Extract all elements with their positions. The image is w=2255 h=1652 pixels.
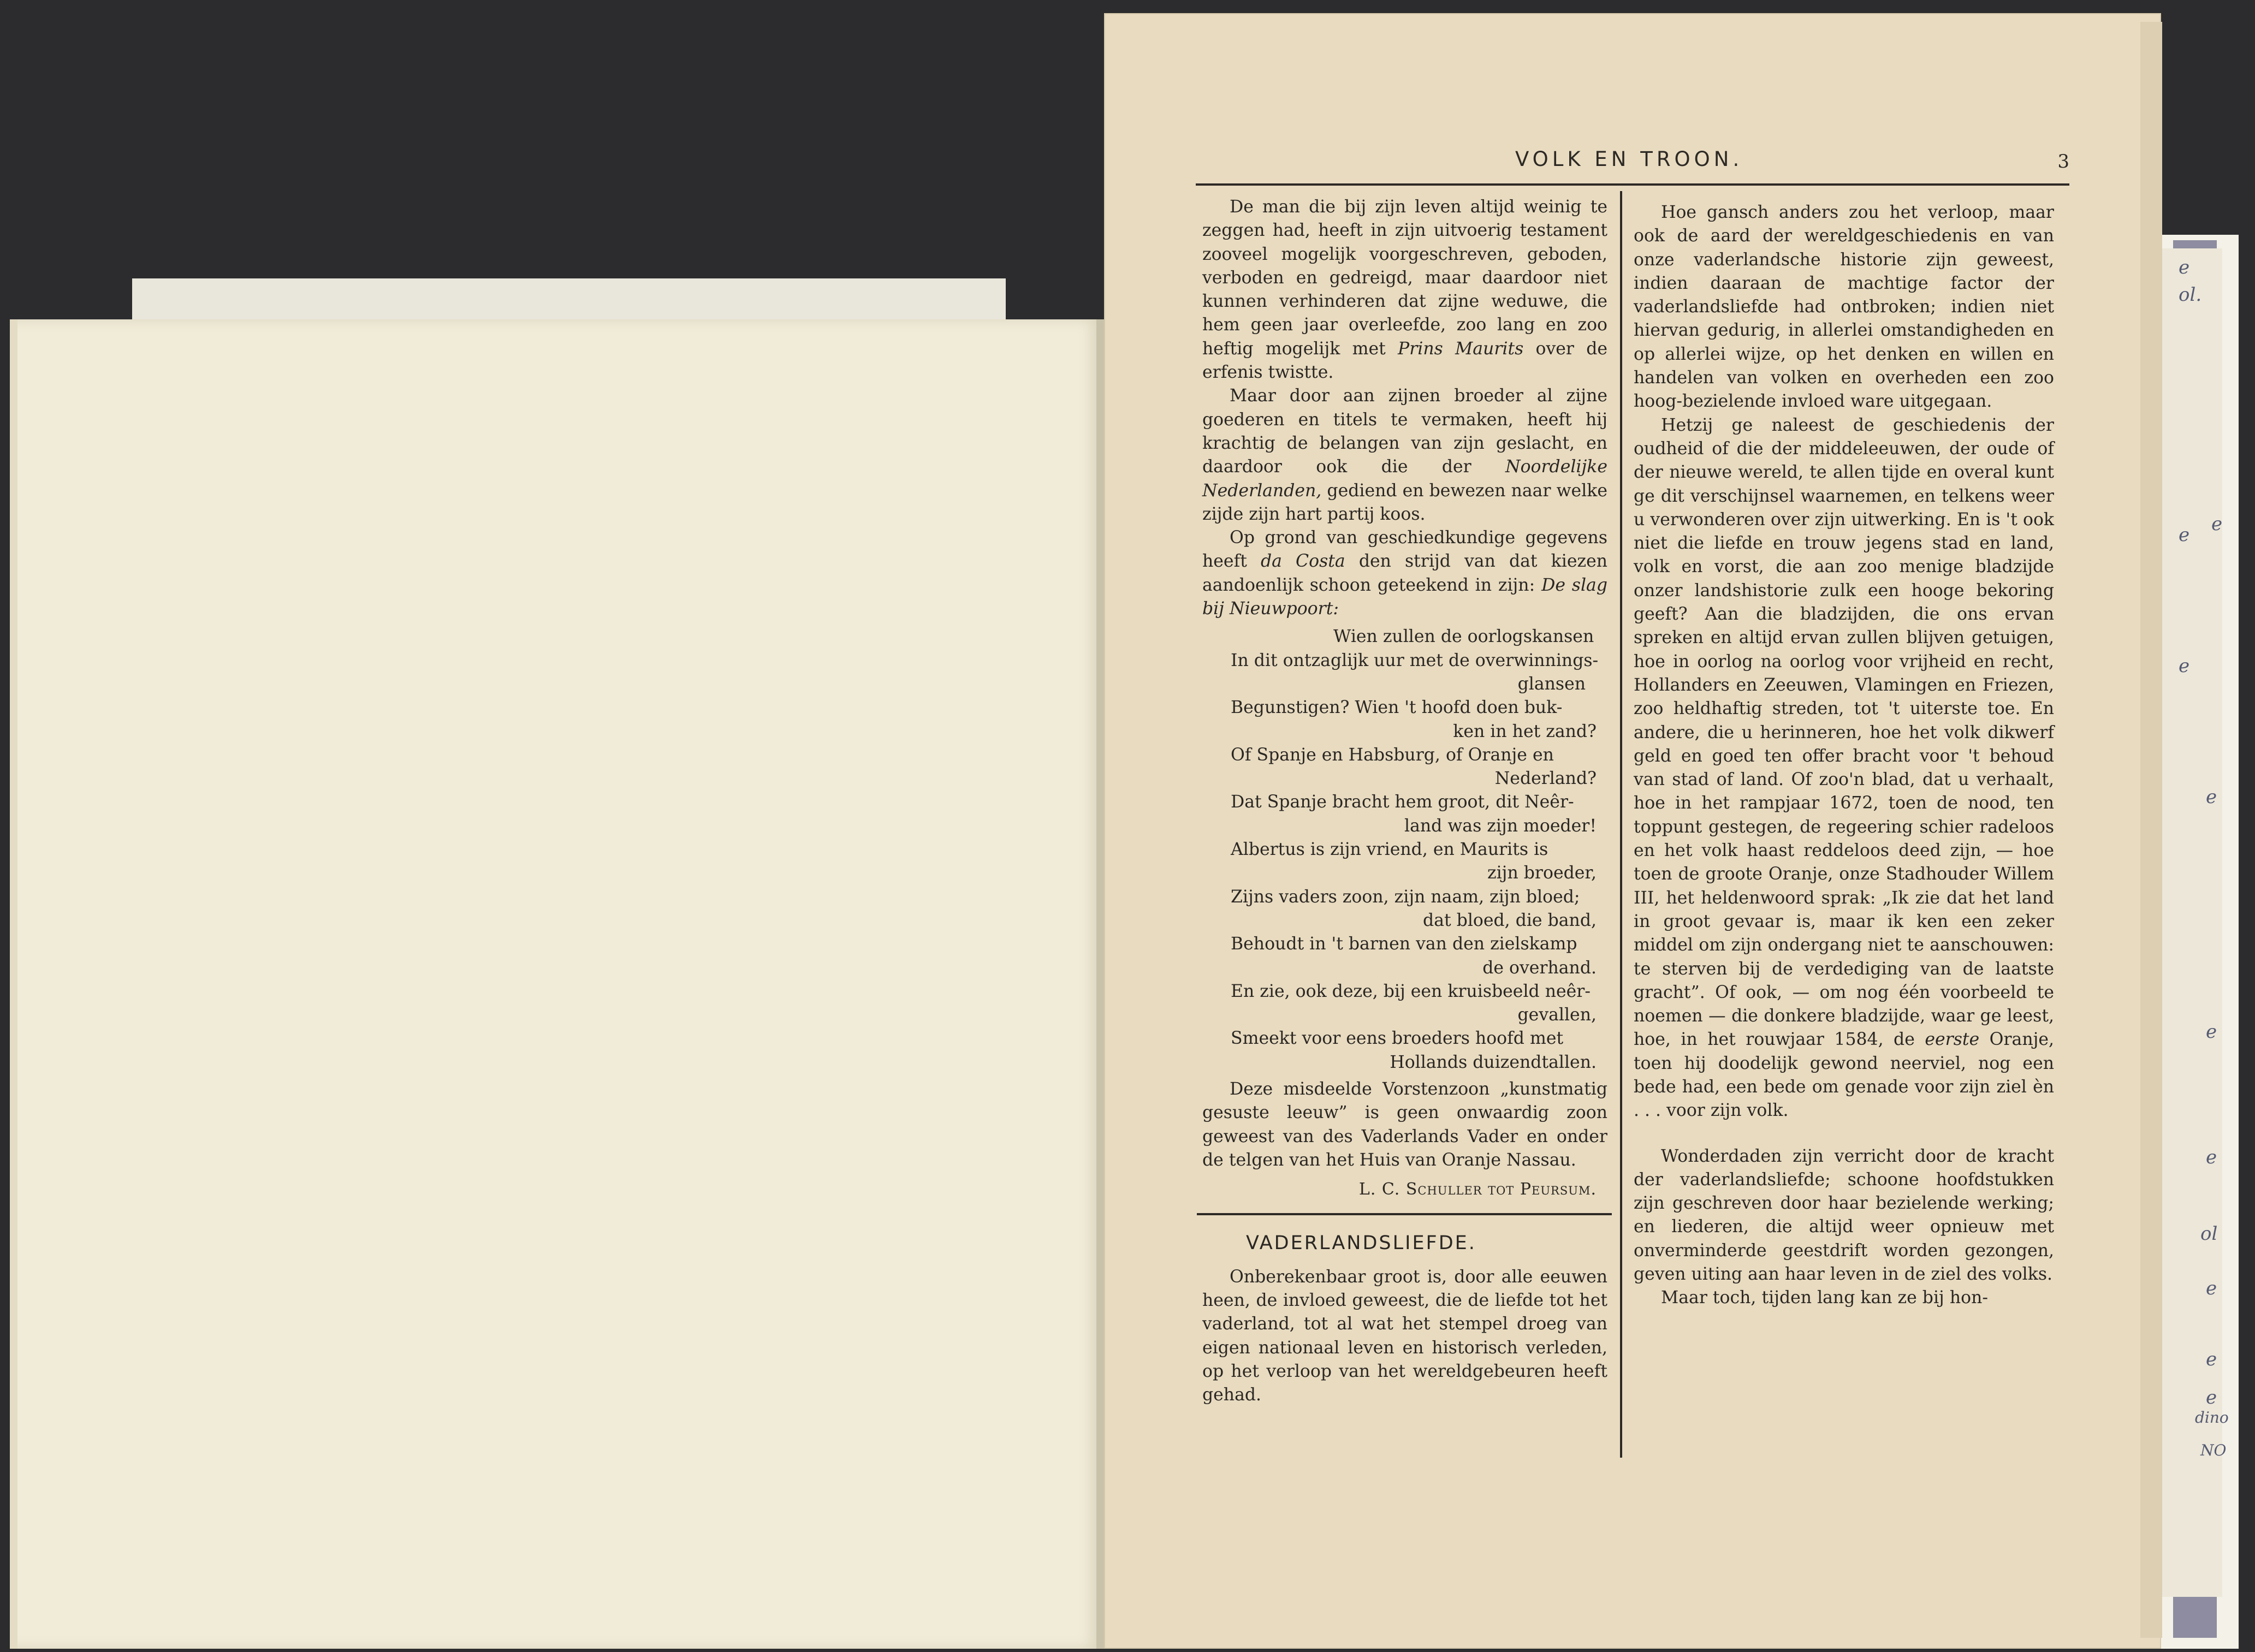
handwriting-mark: ol.	[2179, 284, 2202, 306]
poem-line: land was zijn moeder!	[1404, 816, 1597, 836]
poem-line: dat bloed, die band,	[1423, 910, 1597, 930]
handwriting-mark: e	[2206, 1277, 2217, 1299]
running-title: VOLK EN TROON.	[1515, 147, 1743, 171]
poem-line: En zie, ook deze, bij een kruisbeeld neêr-	[1231, 981, 1591, 1001]
handwriting-mark: e	[2179, 655, 2190, 677]
page-edge	[2140, 22, 2162, 1638]
poem-line: In dit ontzaglijk uur met de overwinnings-	[1231, 650, 1599, 670]
poem-line: Nederland?	[1494, 769, 1597, 789]
spacer	[1634, 1123, 2054, 1145]
right-column	[1634, 201, 2054, 1310]
left-column	[1202, 195, 1607, 1407]
paragraph: De man die bij zijn leven altijd weinig te zeggen had, heeft in zijn uitvoerig testament zooveel mogelijk voorgeschreven, geboden, verboden en gedreigd, maar daardoor niet kunnen verhinderen dat zijne weduwe, die hem geen jaar overleefde, zoo lang en zoo heftig mogelijk met Prins Maurits over de erfenis twistte.	[1202, 197, 1608, 383]
handwriting-mark: NO	[2200, 1441, 2227, 1459]
section-rule	[1197, 1213, 1612, 1215]
paragraph: Hetzij ge naleest de geschiedenis der oudheid of die der middeleeuwen, der oude of der nieuwe wereld, te allen tijde en overal kunt ge dit verschijnsel waarnemen, en telkens weer u verwonderen over zijn uitwerking. En is 't ook niet die liefde en trouw jegens stad en land, volk en vorst, die aan zoo menige bladzijde onzer landshistorie zulk een hooge bekoring geeft? Aan die bladzijden, die ons ervan spreken en altijd ervan zullen blijven getuigen, hoe in oorlog na oorlog voor vrijheid en recht, Hollanders en Zeeuwen, Vlamingen en Friezen, zoo heldhaftig streden, tot 't uiterste toe. En andere, die u herinneren, hoe het volk dikwerf geld en goed ten offer bracht voor 't behoud van stad of land. Of zoo'n blad, dat u verhaalt, hoe in het rampjaar 1672, toen de nood, ten toppunt gestegen, de regeering schier radeloos en het volk haast reddeloos deed zijn, — hoe toen de groote Oranje, onze Stadhouder Willem III, het heldenwoord sprak: „Ik zie dat het land in groot gevaar is, maar ik ken een zeker middel om zijn ondergang niet te aanschouwen: te sterven bij de verdediging van de laatste gracht”. Of ook, — om nog één voorbeeld te noemen — die donkere bladzijde, waar ge leest, hoe, in het rouwjaar 1584, de eerste Oranje, toen hij doodelijk gewond neerviel, nog een bede had, een bede om genade voor zijn ziel èn . . . voor zijn volk.	[1634, 415, 2055, 1121]
left-blank-page	[10, 319, 1099, 1649]
poem-line: gevallen,	[1517, 1005, 1597, 1025]
handwriting-mark: e	[2179, 257, 2190, 278]
page-header	[1196, 142, 2069, 183]
handwriting-mark: e	[2206, 1021, 2217, 1043]
poem-line: Begunstigen? Wien 't hoofd doen buk-	[1231, 698, 1563, 718]
poem-line: ken in het zand?	[1453, 721, 1597, 741]
poem-line: zijn broeder,	[1487, 863, 1597, 883]
handwriting-mark: e	[2211, 513, 2223, 535]
poem-line: Of Spanje en Habsburg, of Oranje en	[1231, 745, 1554, 765]
paragraph: Wonderdaden zijn verricht door de kracht der vaderlandsliefde; schoone hoofdstukken zijn geschreven door haar bezielende werking; en liederen, die altijd weer opnieuw met onverminderde geestdrift worden gezongen, geven uiting aan haar leven in de ziel des volks.	[1634, 1146, 2054, 1285]
author-signature: L. C. Schuller tot Peursum.	[1358, 1180, 1597, 1199]
paragraph: Hoe gansch anders zou het verloop, maar ook de aard der wereldgeschiedenis en van onze vaderlandsche historie zijn geweest, indien daaraan de machtige factor der vaderlandsliefde had ontbroken; indien niet hiervan gedurig, in allerlei omstandigheden en op allerlei wijze, op het denken en willen en handelen van volken en overheden een zoo hoog-bezielende invloed ware uitgegaan.	[1634, 203, 2054, 412]
poem-quote	[1202, 625, 1607, 1074]
left-page-edge	[10, 319, 17, 1649]
poem-line: Behoudt in 't barnen van den zielskamp	[1231, 934, 1577, 954]
paragraph: Deze misdeelde Vorstenzoon „kunstmatig gesuste leeuw” is geen onwaardig zoon geweest van des Vaderlands Vader en onder de telgen van het Huis van Oranje Nassau.	[1202, 1079, 1607, 1170]
page-number: 3	[2057, 151, 2069, 173]
poem-line: Dat Spanje bracht hem groot, dit Neêr-	[1231, 792, 1574, 812]
handwriting-mark: e	[2206, 1348, 2217, 1370]
handwriting-mark: dino	[2195, 1409, 2229, 1427]
poem-line: Zijns vaders zoon, zijn naam, zijn bloed;	[1231, 887, 1580, 907]
poem-line: Wien zullen de oorlogskansen	[1333, 627, 1594, 647]
section-title: VADERLANDSLIEFDE.	[1246, 1232, 1476, 1255]
column-divider	[1620, 191, 1622, 1458]
poem-line: glansen	[1517, 674, 1586, 694]
poem-line: de overhand.	[1482, 958, 1597, 978]
handwriting-mark: e	[2206, 786, 2217, 808]
paragraph: Onberekenbaar groot is, door alle eeuwen heen, de invloed geweest, die de liefde tot het vaderland, tot al wat het stempel droeg van eigen nationaal leven en historisch verleden, op het verloop van het wereldgebeuren heeft gehad.	[1202, 1267, 1607, 1405]
poem-line: Smeekt voor eens broeders hoofd met	[1231, 1029, 1564, 1049]
paragraph: Maar toch, tijden lang kan ze bij hon-	[1661, 1288, 1989, 1308]
poem-line: Hollands duizendtallen.	[1390, 1052, 1597, 1072]
handwriting-mark: ol	[2200, 1223, 2218, 1245]
handwriting-mark: e	[2206, 1146, 2217, 1168]
header-rule	[1196, 183, 2069, 186]
paragraph: Op grond van geschiedkundige gegevens heeft da Costa den strijd van dat kiezen aandoenlijk schoon geteekend in zijn: De slag bij Nieuwpoort:	[1202, 528, 1608, 619]
poem-line: Albertus is zijn vriend, en Maurits is	[1231, 840, 1548, 860]
paragraph: Maar door aan zijnen broeder al zijne goederen en titels te vermaken, heeft hij krachtig de belangen van zijn geslacht, en daardoor ook die der Noordelijke Nederlanden, gediend en bewezen naar welke zijde zijn hart partij koos.	[1202, 386, 1608, 524]
handwriting-mark: e	[2206, 1387, 2217, 1409]
handwriting-mark: e	[2179, 524, 2190, 546]
